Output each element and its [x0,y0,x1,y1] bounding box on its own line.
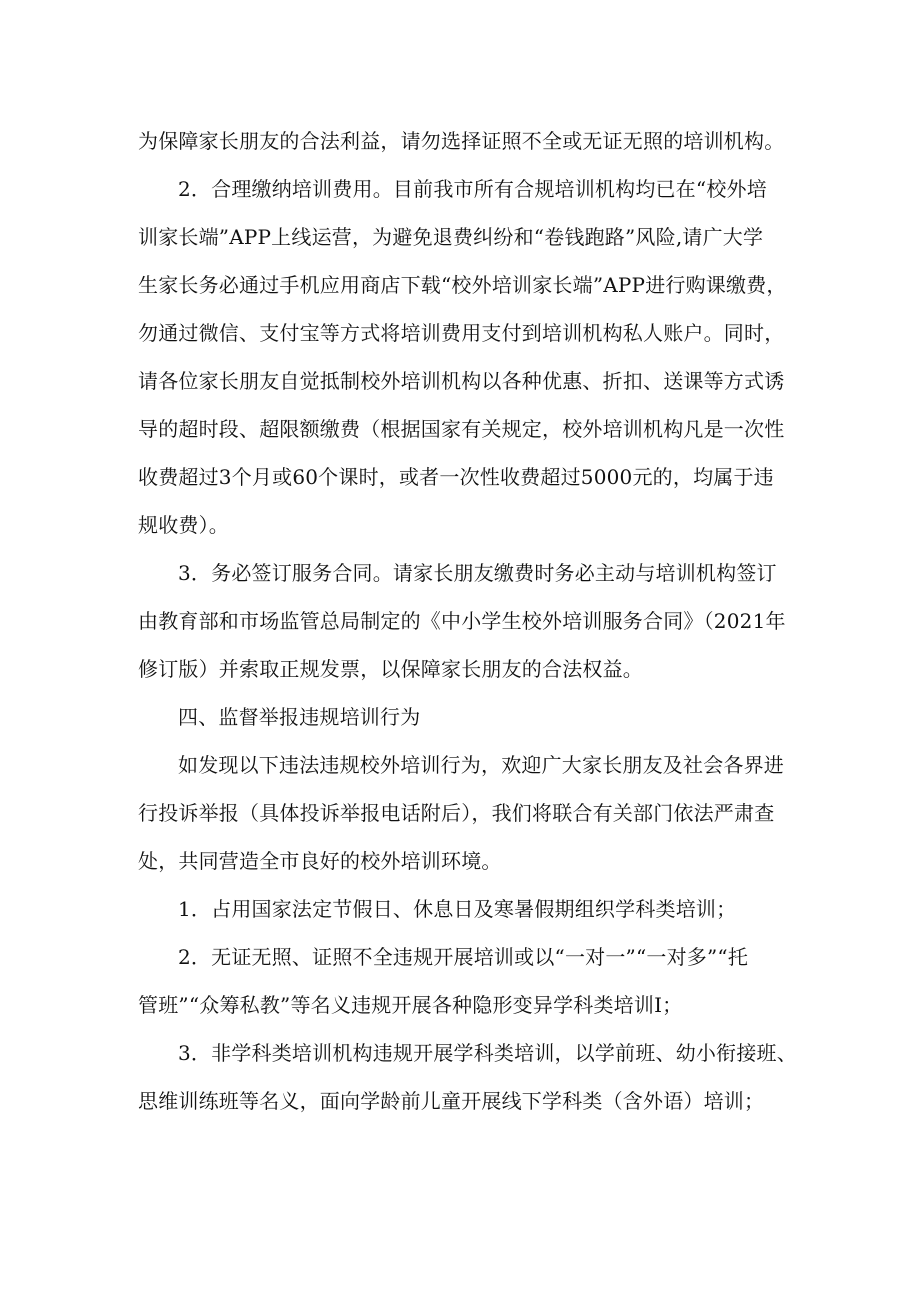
text-line: 请各位家长朋友自觉抵制校外培训机构以各种优惠、折扣、送课等方式诱 [138,369,785,393]
section-heading: 四、监督举报违规培训行为 [178,705,421,729]
list-item: 3．非学科类培训机构违规开展学科类培训，以学前班、幼小衔接班、 [178,1041,797,1065]
text-line: 处，共同营造全市良好的校外培训环境。 [138,849,502,873]
text-line: 为保障家长朋友的合法利益，请勿选择证照不全或无证无照的培训机构。 [138,129,785,153]
list-item-heading: 2．合理缴纳培训费用。目前我市所有合规培训机构均已在“校外培 [178,177,767,201]
text-line: 由教育部和市场监管总局制定的《中小学生校外培训服务合同》（2021年 [138,609,786,633]
text-line: 训家长端”APP上线运营，为避免退费纠纷和“卷钱跑路”风险,请广大学 [138,225,764,249]
text-line: 勿通过微信、支付宝等方式将培训费用支付到培训机构私人账户。同时， [138,321,785,345]
text-line: 收费超过3个月或60个课时，或者一次性收费超过5000元的，均属于违 [138,465,774,489]
text-line: 管班”“众筹私教”等名义违规开展各种隐形变异学科类培训I； [138,993,683,1017]
paragraph-start: 如发现以下违法违规校外培训行为，欢迎广大家长朋友及社会各界进 [178,753,784,777]
text-line: 生家长务必通过手机应用商店下载“校外培训家长端”APP进行购课缴费， [138,273,787,297]
text-line: 导的超时段、超限额缴费（根据国家有关规定，校外培训机构凡是一次性 [138,417,785,441]
text-line: 规收费）。 [138,513,229,537]
text-line: 行投诉举报（具体投诉举报电话附后），我们将联合有关部门依法严肃查 [138,801,775,825]
list-item-heading: 3．务必签订服务合同。请家长朋友缴费时务必主动与培训机构签订 [178,561,777,585]
text-line: 思维训练班等名义，面向学龄前儿童开展线下学科类（含外语）培训； [138,1089,765,1113]
list-item: 1．占用国家法定节假日、休息日及寒暑假期组织学科类培训； [178,897,737,921]
text-line: 修订版）并索取正规发票，以保障家长朋友的合法权益。 [138,657,643,681]
list-item: 2．无证无照、证照不全违规开展培训或以“一对一”“一对多”“托 [178,945,749,969]
document-body [138,117,797,1125]
